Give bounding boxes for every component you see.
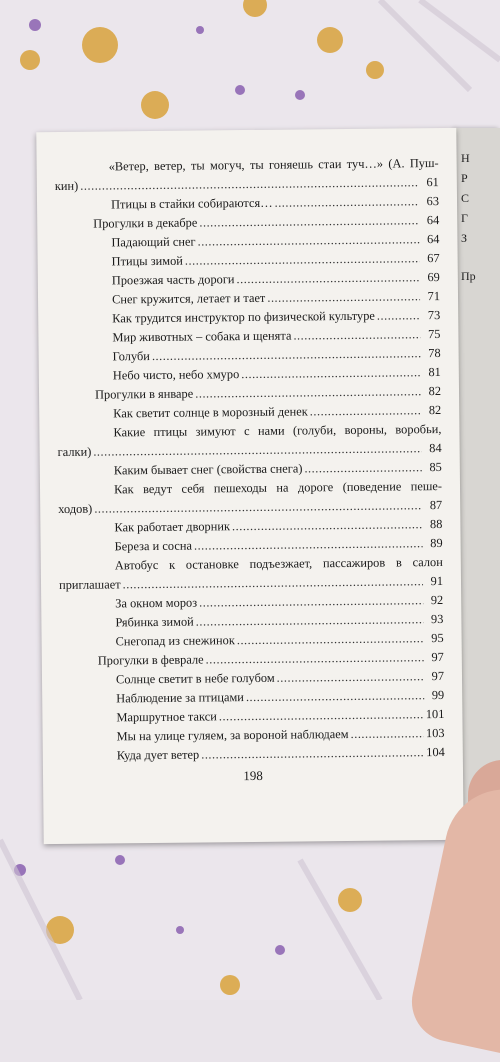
toc-page-number: 91 <box>430 573 444 589</box>
leader-dots <box>293 325 420 345</box>
leader-dots <box>199 591 423 612</box>
toc-entry-title: Маршрутное такси <box>116 709 217 725</box>
leader-dots <box>351 724 425 744</box>
toc-page-number: 99 <box>431 687 445 703</box>
toc-entry-title: Каким бывает снег (свойства снега) <box>113 461 303 478</box>
toc-page-number: 81 <box>428 364 441 380</box>
toc-page-number: 64 <box>426 213 440 228</box>
next-page-text <box>461 148 500 286</box>
leader-dots <box>201 743 424 764</box>
toc-page-number: 67 <box>427 251 440 266</box>
next-page-letter: Пр <box>461 269 476 283</box>
leader-dots <box>241 363 421 384</box>
toc-entry-title: приглашает <box>58 577 121 593</box>
toc-entry-title: Как работает дворник <box>114 519 231 535</box>
toc-page-number: 93 <box>430 611 444 627</box>
toc-page-number: 95 <box>431 630 444 646</box>
toc-entry-title: За окном мороз <box>115 595 198 611</box>
toc-page-number: 101 <box>425 706 445 722</box>
toc-page-number: 97 <box>431 668 445 684</box>
next-page-letter: С <box>461 191 470 205</box>
toc-entry-title: Береза и сосна <box>114 538 193 554</box>
toc-entry-title: Куда дует ветер <box>116 747 200 763</box>
leader-dots <box>310 401 422 421</box>
toc-page-number: 84 <box>429 440 442 456</box>
next-page-letter: Г <box>461 211 468 225</box>
toc-entry-title: Птицы зимой <box>111 253 183 269</box>
toc-page-number: 104 <box>426 744 445 760</box>
next-page-letter: Н <box>461 151 470 165</box>
toc-page-number: 88 <box>429 516 443 532</box>
toc-entry-title: Как светит солнце в морозный денек <box>113 404 308 421</box>
toc-page-number: 73 <box>427 307 441 323</box>
toc-entry-title: Как трудится инструктор по физической культуре <box>112 308 375 326</box>
toc-entry-title: кин) <box>54 178 79 194</box>
toc-entry-title: галки) <box>57 444 92 460</box>
toc-entry-title: Прогулки в декабре <box>93 215 198 231</box>
leader-dots <box>185 249 420 270</box>
toc-entry-title: «Ветер, ветер, ты могуч, ты гоняешь стаи туч…» (А. Пуш- <box>108 156 439 174</box>
page-number: 198 <box>243 767 263 784</box>
leader-dots <box>237 629 424 650</box>
leader-dots <box>246 686 425 707</box>
leader-dots <box>206 648 424 669</box>
leader-dots <box>196 610 424 631</box>
leader-dots <box>194 534 423 555</box>
book-page <box>36 128 463 844</box>
leader-dots <box>274 192 419 213</box>
toc-page-number: 61 <box>426 175 439 190</box>
leader-dots <box>219 705 424 726</box>
leader-dots <box>304 458 422 478</box>
toc-entry-title: Автобус к остановке подъезжает, пассажиров в салон <box>114 554 443 573</box>
toc-entry <box>61 743 445 766</box>
toc-entry-title: Солнце светит в небе голубом <box>115 670 275 687</box>
toc-page-number: 63 <box>426 194 440 209</box>
toc-entry-title: Прогулки в январе <box>94 386 194 402</box>
toc-page-number: 64 <box>426 232 440 247</box>
toc-page-number: 85 <box>429 459 442 475</box>
toc-page-number: 92 <box>430 592 444 608</box>
leader-dots <box>232 515 423 536</box>
toc-entry-title: Снег кружится, летает и тает <box>111 290 266 307</box>
leader-dots <box>197 230 419 251</box>
toc-entry-title: Падающий снег <box>111 234 196 250</box>
leader-dots <box>236 268 420 289</box>
toc-entry-title: Птицы в стайки собираются… <box>110 195 273 212</box>
toc-page-number: 103 <box>425 725 445 741</box>
next-page-letter: З <box>461 231 468 245</box>
leader-dots <box>277 667 425 688</box>
leader-dots <box>199 211 419 232</box>
toc-entry-title: ходов) <box>58 501 93 517</box>
toc-entry-title: Проезжая часть дороги <box>111 272 235 288</box>
toc-page-number: 89 <box>430 535 443 551</box>
toc-page-number: 82 <box>428 402 442 418</box>
toc-page-number: 69 <box>427 270 440 285</box>
toc-page-number: 82 <box>428 383 442 399</box>
leader-dots <box>267 287 420 308</box>
table-of-contents <box>55 154 445 766</box>
toc-entry-title: Голуби <box>112 349 150 364</box>
toc-entry-title: Снегопад из снежинок <box>115 633 235 649</box>
toc-entry-title: Как ведут себя пешеходы на дороге (поведение пеше- <box>113 478 443 497</box>
toc-page-number: 97 <box>431 649 444 665</box>
toc-entry-title: Рябинка зимой <box>115 614 194 630</box>
toc-entry-title: Мы на улице гуляем, за вороной наблюдаем <box>116 726 349 744</box>
toc-entry-title: Какие птицы зимуют с нами (голуби, вороны, воробьи, <box>113 421 442 440</box>
leader-dots <box>377 306 421 325</box>
toc-entry-title: Мир животных – собака и щенята <box>112 328 292 345</box>
toc-entry-title: Небо чисто, небо хмуро <box>112 367 240 383</box>
toc-page-number: 75 <box>427 326 441 342</box>
toc-page-number: 87 <box>429 497 443 513</box>
leader-dots <box>195 382 421 403</box>
toc-entry-title: Прогулки в феврале <box>97 652 204 668</box>
toc-page-number: 78 <box>428 345 441 361</box>
toc-entry-title: Наблюдение за птицами <box>116 690 244 706</box>
next-page-letter: Р <box>461 171 468 185</box>
toc-page-number: 71 <box>427 289 441 304</box>
